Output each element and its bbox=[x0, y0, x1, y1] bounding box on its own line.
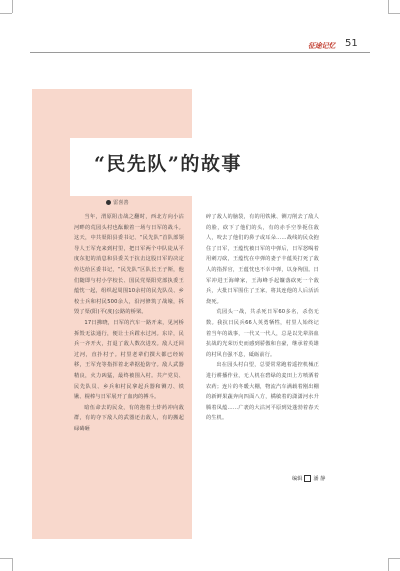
crop-mark-bottom-left-h bbox=[0, 558, 12, 559]
author-byline bbox=[106, 199, 129, 206]
body-column-left bbox=[74, 212, 184, 434]
section-tag: 征途记忆 bbox=[308, 42, 336, 50]
body-paragraph: 荒园头一战，共杀死日军60多名，杀伤无数。我抗日民兵66人英勇牺牲，村里人始终记着当年的战事，一代又一代人，总是以先辈浴血抗战的光荣历史而感到骄傲和自豪，继承着英雄的村风自强不息，砥砺前行。 bbox=[206, 309, 319, 358]
body-paragraph: 碎了敌人的脑袋，有的用铁锹、铡刀削去了敌人的脸，砍下了他们的头，有的赤手空拳扼住敌人，咬去了他们的鼻子或耳朵……战线的民众抱住了日军，王蕴忱被日军的中弹后，日军怒喝着用刺刀砍，王蕴忱在中弹的妻子丰蕴英打死了敌人的指挥官，王蕴忱也不幸中弹，以身殉国。日军冲进王海峰家，王海峰手起镰落砍死一个敌兵，大批日军围住了王家，将其连他的人后活活烧死。 bbox=[206, 214, 319, 305]
editor-separator-icon bbox=[304, 475, 311, 482]
crop-mark-top-right-h bbox=[388, 13, 400, 14]
crop-mark-top-right-v bbox=[388, 0, 389, 13]
crop-mark-bottom-left-v bbox=[12, 558, 13, 571]
article-title: “民先队”的故事 bbox=[94, 153, 242, 175]
page-number: 51 bbox=[345, 38, 358, 49]
crop-mark-top-left-v bbox=[12, 0, 13, 13]
crop-mark-bottom-right-v bbox=[388, 558, 389, 571]
author-bullet-icon bbox=[106, 200, 111, 205]
body-paragraph: 暗伍命去的民众，有的抱着土炸药冲向敌群，有的夺下敌人的武器还击敌人，有的搬起碌碡砸 bbox=[74, 404, 184, 432]
body-paragraph: 17日拂晓，日军的汽车一路开来，见河桥拆毁无法通行，便让士兵蹚水过河。东岸，民兵一齐开火，打退了敌人数次进攻。敌人迁回过河，直扑村子。村里老辈们撰大都已经转移，王军充等指挥着北辈据抢防守。敌人武器精良，火力凶猛，最终被围入村。共产党员、民先队员、乡兵和村民拿起兵器和铡刀、铁锹、棍棒与日军展开了血肉的搏斗。 bbox=[74, 319, 184, 401]
body-paragraph: 当年，渭原阻击战之翻时，西北方向小沽河畔的荒园头村也酝酿着一场与日军的战斗。这天，中共渠阳县委书记、“民先队”首队部领导人王军充来到村里，把日军两个中队徒从平度东犯的消息和县委关于抗击这股日军的决定传达给区委书记，“民先队”区队长王子斯，他们随即与村小学校长、国民党渠阳党部执委王蕴忱一起，组织起周围10余村的民先队员、乡校士兵和村民500余人，沿河修筑了战壕，拆毁了渠(阳)平(度)公路的桥梁。 bbox=[74, 214, 184, 316]
author-name: 雷喜善 bbox=[113, 200, 129, 206]
editor-credit bbox=[292, 475, 325, 482]
crop-mark-top-left-h bbox=[0, 13, 12, 14]
body-column-right bbox=[206, 212, 319, 424]
header-divider bbox=[30, 52, 370, 53]
crop-mark-bottom-right-h bbox=[388, 558, 400, 559]
body-paragraph: 出在园头村白望，总要常常跑着遥控机械正进行耕播作业，无人机在碧绿的麦田上方喷洒着农药；连片的冬暖大棚，物流汽车满载着刚出棚的新鲜果蔬奔向四面八方，橘敏着的潇潇河水升腾着凤蕴……广袤的大沽河平原到处蓬勃着春天的生机。 bbox=[206, 362, 319, 422]
editor-name: 潘 静 bbox=[313, 476, 326, 482]
editor-label: 编辑 bbox=[292, 476, 303, 482]
